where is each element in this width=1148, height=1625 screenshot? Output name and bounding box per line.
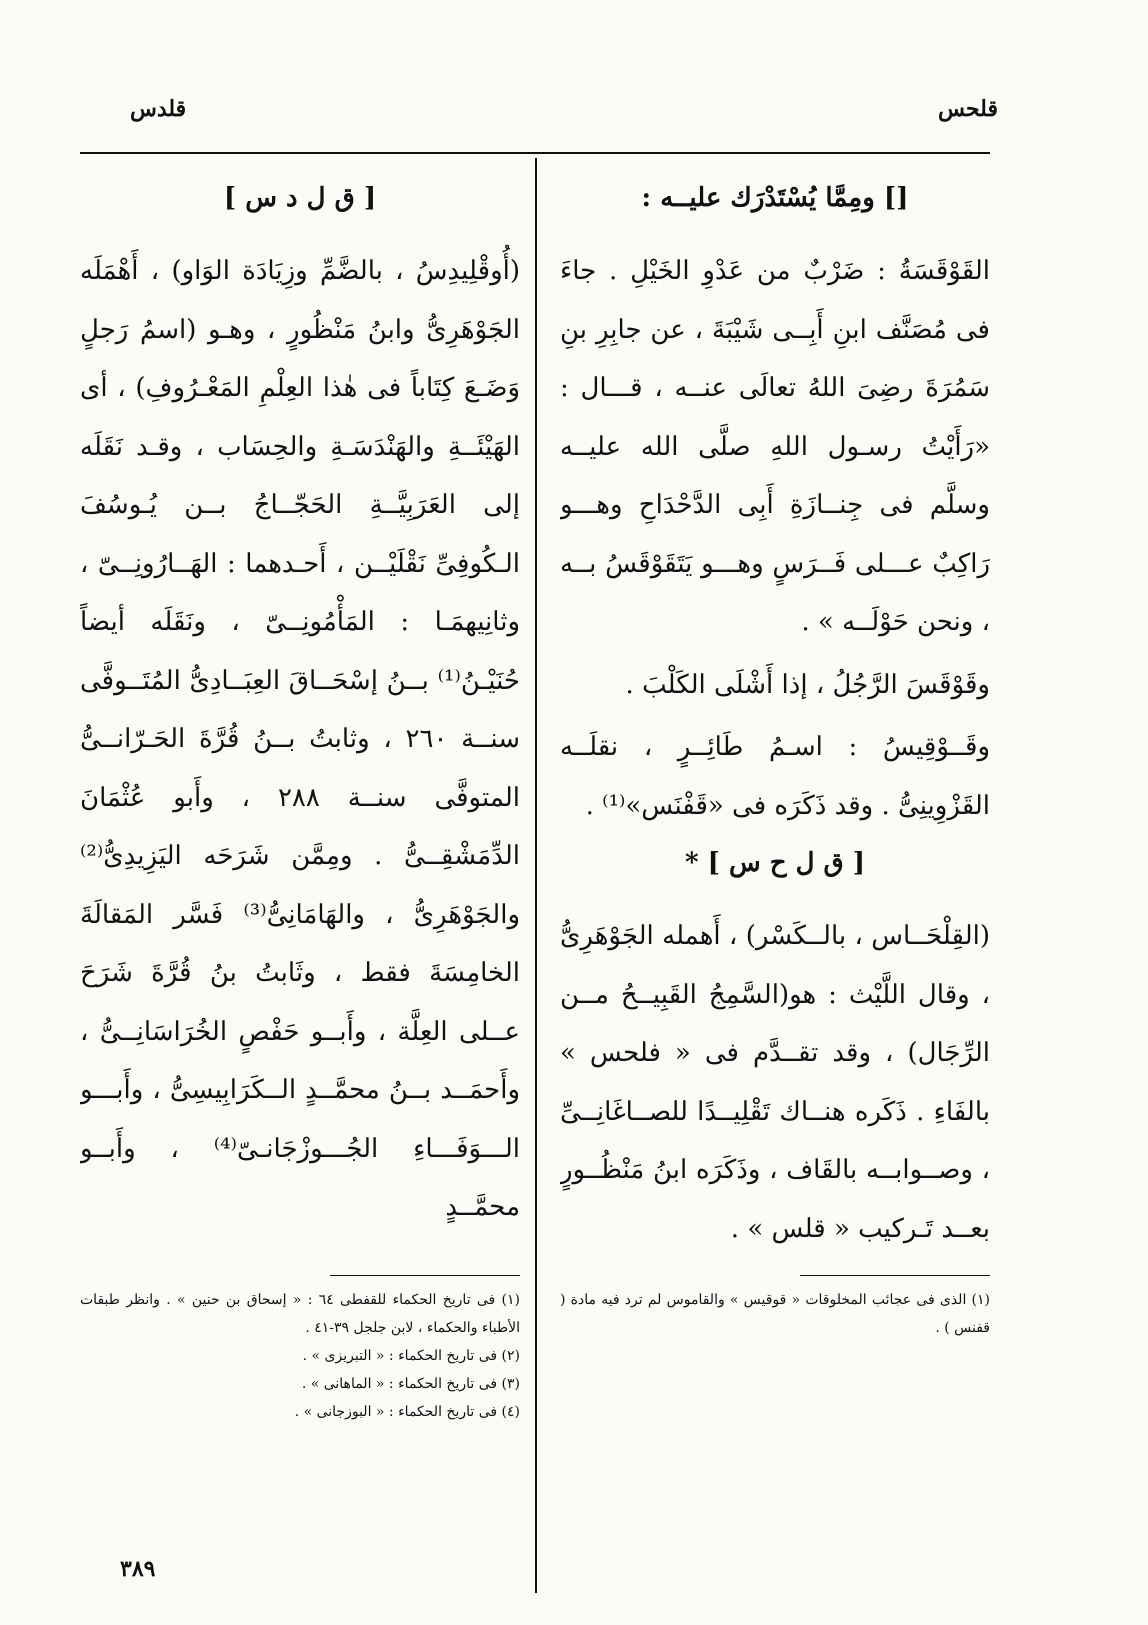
running-head-left: قلدس: [130, 96, 187, 122]
right-footnotes: [560, 1286, 990, 1342]
footnotes-rule: [800, 1275, 990, 1276]
footnote: (٣) فى تاريخ الحكماء : « الماهانى » .: [301, 1376, 520, 1392]
page-number: ٣٨٩: [120, 1556, 156, 1582]
paragraph-euclid: (أُوقْلِيدِسُ ، بالضَّمِّ وزِيَادَة الوَاو) ، أَهْمَلَه الجَوْهَرِىُّ وابنُ مَنْظُورٍ ، وهـو (اسمُ رَجلٍ وَضَـعَ كِتَاباً فى هٰذا العِلْمِ المَعْـرُوفِ) ، أى الهَيْئَــةِ والهَنْدَسَـةِ والحِسَاب ، وقـد نَقَلَه إلى العَرَبِيَّــةِ الحَجّــاجُ بــن يُـوسُفَ الـكُوفِىِّ نَقْلَيْــن ، أَحـدهما : الهَــارُونِــىّ ، وثانِيهمَـا : المَأْمُونِــىّ ، ونَقَلَه أيضاً حُنَيْـنُ⁽¹⁾ بــنُ إسْحَــاقَ العِبَــادِىُّ المُتَــوفَّى سنــة ٢٦٠ ، وثابتُ بــنُ قُرَّةَ الحَـرّانــىُّ المتوفَّى سنــة ٢٨٨ ، وأَبو عُثْمَانَ الدِّمَشْقِــىُّ . ومِمَّن شَرَحَه اليَزِيدِىُّ⁽²⁾ والجَوْهَرِىُّ ، والهَامَانِىُّ⁽³⁾ فَسَّر المَقالَةَ الخامِسَةَ فقط ، وثَابتُ بنُ قُرَّةَ شَرَحَ عــلى العِلَّة ، وأَبــو حَفْصٍ الخُرَاسَانِــىُّ ، وأَحمَــد بــنُ محمَّــدٍ الــكَرَابِيسِىُّ ، وأَبـــو الـــوَفَـــاءِ الجُـــوزْجَانـىّ⁽⁴⁾ ، وأَبــو محمَّــدٍ: [80, 256, 520, 1222]
right-column-body: [560, 170, 990, 1275]
footnote: (٢) فى تاريخ الحكماء : « التبريزى » .: [302, 1348, 520, 1364]
footnote: (١) فى تاريخ الحكماء للقفطى ٦٤ : « إسحاق بن حنين » . وانظر طبقات الأطباء والحكماء ، لابن جلجل ٣٩-٤١ .: [80, 1292, 521, 1336]
left-column-body: [80, 170, 520, 1275]
addendum-heading: [] ومِمَّا يُسْتَدْرَك عليــه :: [641, 183, 909, 213]
paragraph-qawqis: وقَــوْقِيسُ : اسـمُ طَائِــرٍ ، نقلَــه القَزْوِينِىُّ . وقد ذَكَرَه فى «قَفْنَس»⁽¹⁾ .: [560, 732, 990, 821]
paragraph-qawqasa-rajul: وقَوْقَسَ الرَّجُلُ ، إذا أَشْلَى الكَلْبَ .: [625, 669, 990, 700]
footnote: (٤) فى تاريخ الحكماء : « البوزجانى » .: [294, 1404, 520, 1420]
left-column: [80, 170, 520, 1426]
footnotes-rule: [330, 1275, 520, 1276]
paragraph-qawqasa: القَوْقَسَةُ : ضَرْبٌ من عَدْوِ الخَيْلِ . جاءَ فى مُصَنَّف ابنِ أَبِــى شَيْبَةَ ، عن جابِرِ بنِ سَمُرَةَ رضِىَ اللهُ تعالَى عنــه ، قـــال : «رَأَيْتُ رسـول اللهِ صلَّى الله عليــه وسلَّم فى جِنــازَةِ أَبِى الدَّحْدَاحِ وهـــو رَاكِبٌ عـــلى فَــرَسٍ وهـــو يَتَقَوْقَسُ بــه ، ونحن حَوْلَــه » .: [560, 256, 990, 637]
left-footnotes: [80, 1286, 520, 1426]
entry-heading-qlds: [ ق ل د س ]: [223, 183, 377, 213]
right-column: [560, 170, 990, 1342]
entry-heading-qlhs: [ ق ل ح س ] *: [684, 848, 866, 878]
running-head-right: قلحس: [937, 96, 998, 122]
paragraph-qilhas: (القِلْحَــاس ، بالــكَسْر) ، أَهمله الجَوْهَرِىُّ ، وقال اللَّيْث : هو(السَّمِجُ القَبِيــحُ مــن الرِّجَال) ، وقد تقــدَّم فى « فلحس » بالفَاءِ . ذَكَره هنــاك تَقْلِيــدًا للصــاغَانِــىِّ ، وصــوابــه بالقَاف ، وذَكَرَه ابنُ مَنْظُــورٍ بعــد تَـركيب « قلس » .: [560, 921, 990, 1244]
column-divider: [535, 158, 537, 1593]
footnote: (١) الذى فى عجائب المخلوقات « قوقيس » والقاموس لم ترد فيه مادة ( قفنس ) .: [560, 1292, 990, 1336]
header-rule: [80, 152, 990, 154]
